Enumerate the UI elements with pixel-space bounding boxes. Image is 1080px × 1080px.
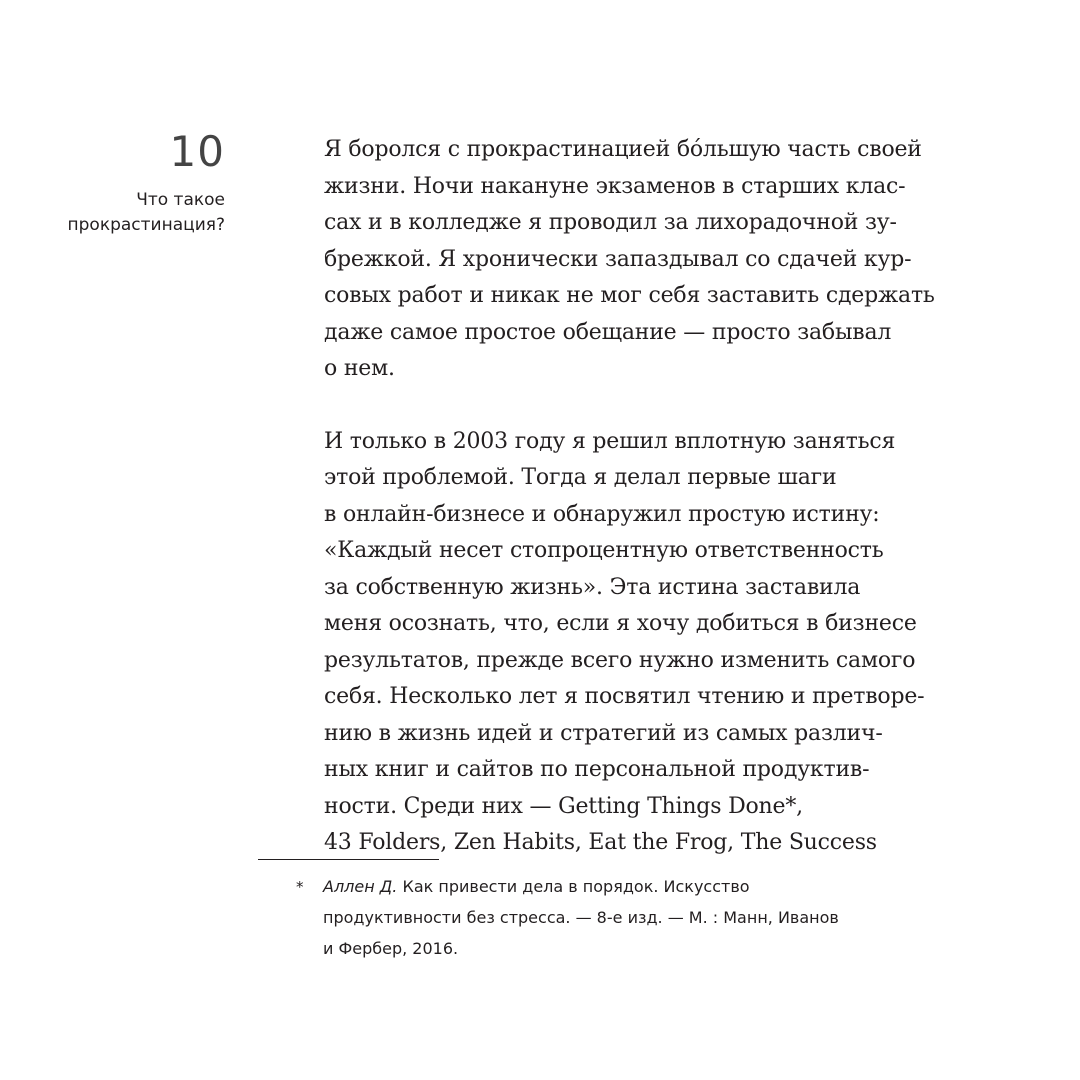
text-line: сах и в колледже я проводил за лихорадочной зу- bbox=[324, 210, 897, 235]
text-line: брежкой. Я хронически запаздывал со сдачей кур- bbox=[324, 246, 912, 272]
text-line: в онлайн-бизнесе и обнаружил простую истину: bbox=[324, 501, 880, 527]
footnote-line: и Фербер, 2016. bbox=[323, 939, 459, 958]
text-line: результатов, прежде всего нужно изменить самого bbox=[324, 647, 916, 673]
text-line: Я боролся с прокрастинацией бóльшую часть своей bbox=[324, 137, 922, 162]
text-line: этой проблемой. Тогда я делал первые шаги bbox=[324, 465, 837, 490]
text-line: даже самое простое обещание — просто забывал bbox=[324, 319, 892, 345]
footnote-line-rest: Как привести дела в порядок. Искусство bbox=[397, 877, 750, 896]
text-line: жизни. Ночи накануне экзаменов в старших клас- bbox=[324, 173, 906, 199]
text-line: ности. Среди них — Getting Things Done*, bbox=[324, 793, 803, 819]
section-title-line: прокрастинация? bbox=[67, 215, 225, 235]
text-line: нию в жизнь идей и стратегий из самых различ- bbox=[324, 720, 883, 746]
text-line: меня осознать, что, если я хочу добиться в бизнесе bbox=[324, 611, 917, 636]
text-line: ных книг и сайтов по персональной продуктив- bbox=[324, 757, 870, 782]
footnote-divider bbox=[258, 859, 439, 860]
footnote-author: Аллен Д. bbox=[323, 877, 398, 896]
footnote-text bbox=[323, 873, 839, 966]
body-text bbox=[324, 132, 974, 862]
section-title bbox=[5, 188, 225, 238]
text-line: 43 Folders, Zen Habits, Eat the Frog, The Success bbox=[324, 830, 877, 855]
paragraph-1 bbox=[324, 132, 974, 388]
footnote-line: продуктивности без стресса. — 8-е изд. — М. : Манн, Иванов bbox=[323, 908, 839, 927]
text-line: о нем. bbox=[324, 356, 395, 381]
footnote-line bbox=[323, 873, 839, 904]
text-line: И только в 2003 году я решил вплотную заняться bbox=[324, 428, 896, 454]
section-title-line: Что такое bbox=[136, 190, 225, 210]
text-line: за собственную жизнь». Эта истина заставила bbox=[324, 574, 861, 600]
text-line: совых работ и никак не мог себя заставить сдержать bbox=[324, 283, 935, 308]
footnote-marker: * bbox=[296, 878, 304, 896]
paragraph-2 bbox=[324, 424, 974, 862]
text-line: «Каждый несет стопроцентную ответственность bbox=[324, 538, 884, 563]
text-line: себя. Несколько лет я посвятил чтению и претворе- bbox=[324, 684, 925, 709]
page-number: 10 bbox=[169, 127, 225, 176]
